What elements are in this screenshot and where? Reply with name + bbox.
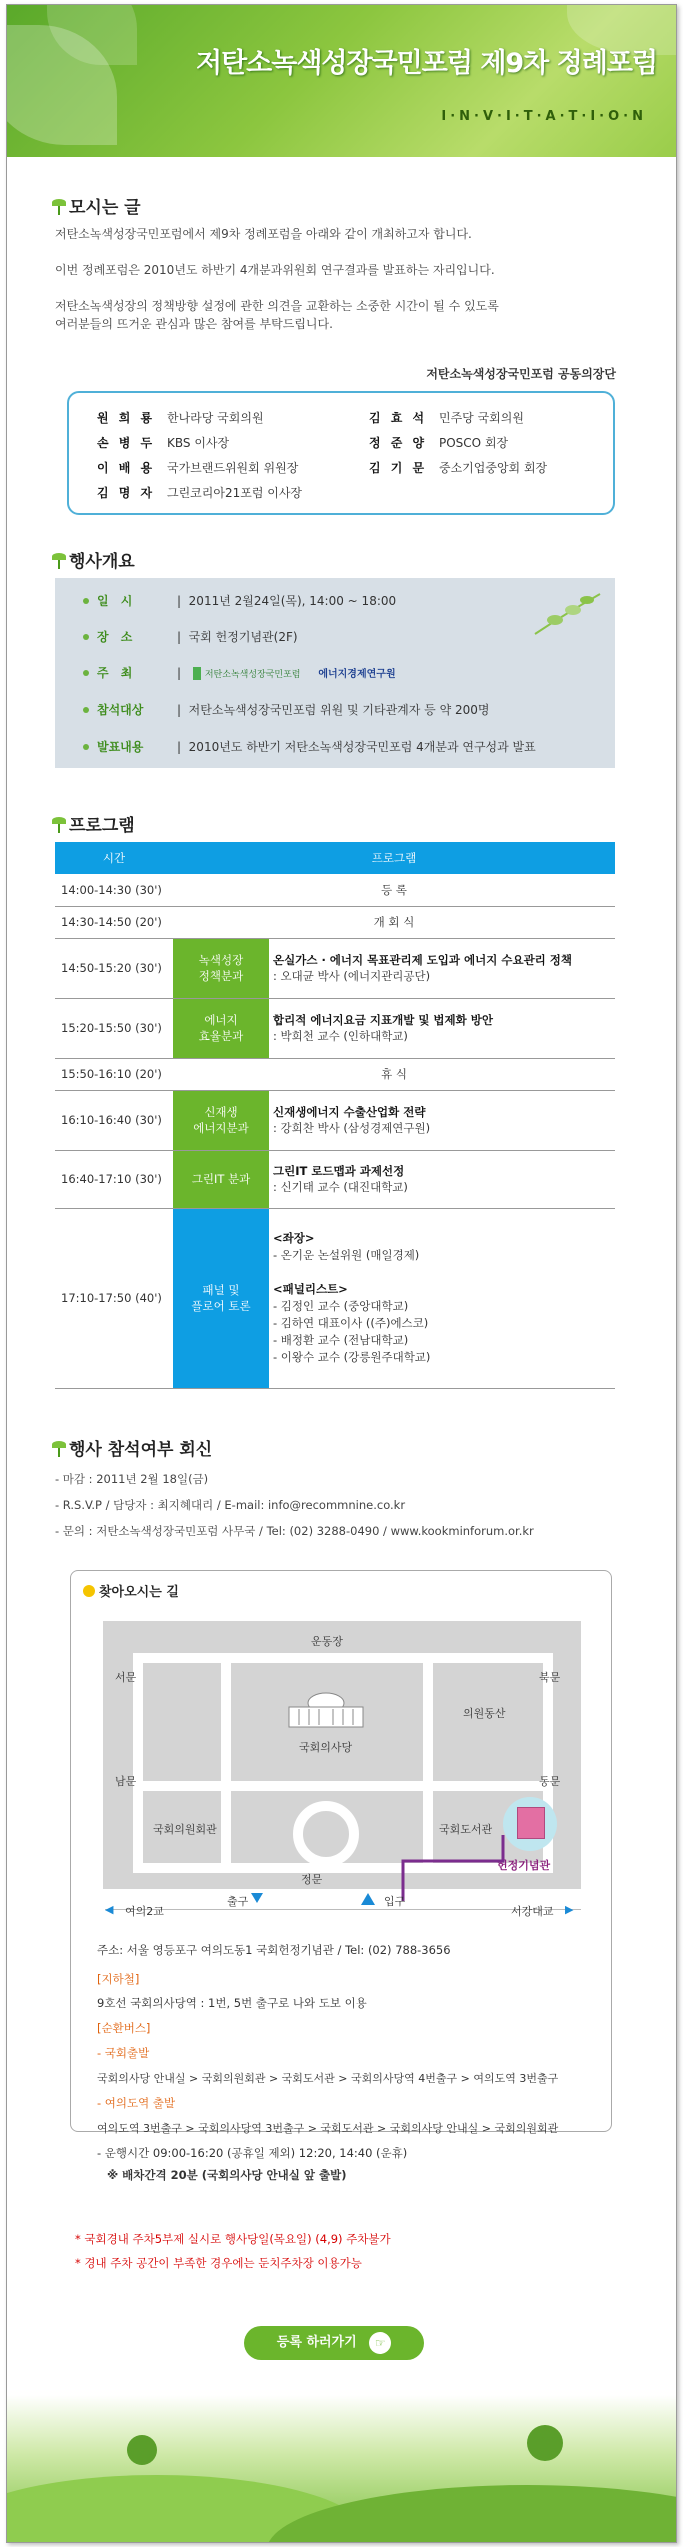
host-logo-forum: 저탄소녹색성장국민포럼	[193, 667, 301, 680]
chair-item: 원 희 룡 한나라당 국회의원	[97, 411, 264, 425]
map-address: 주소: 서울 영등포구 여의도동1 국회헌정기념관 / Tel: (02) 788-3656	[97, 1943, 451, 1957]
route-line	[399, 1835, 519, 1905]
chair-item: 손 병 두 KBS 이사장	[97, 436, 230, 450]
right-arrow-icon: ▶	[565, 1903, 574, 1916]
map-label-field: 운동장	[311, 1635, 343, 1648]
map-label-library: 국회도서관	[439, 1823, 493, 1836]
sprout-icon	[52, 553, 66, 569]
program-heading: 프로그램	[52, 811, 135, 836]
bus-route2: 여의도역 3번출구 > 국회의사당역 3번출구 > 국회도서관 > 국회의사당 안내실 > 국회의원회관	[97, 2122, 559, 2135]
chairs-box	[67, 391, 615, 515]
greeting-p3a: 저탄소녹색성장의 정책방향 설정에 관한 의견을 교환하는 소중한 시간이 될 수 있도록	[55, 299, 499, 313]
table-row: 14:30-14:50 (20') 개 회 식	[55, 906, 615, 938]
event-row: 주 최 | 저탄소녹색성장국민포럼 에너지경제연구원	[83, 664, 396, 681]
bus-interval: ※ 배차간격 20분 (국회의사당 안내실 앞 출발)	[107, 2168, 347, 2182]
table-row: 15:50-16:10 (20') 휴 식	[55, 1058, 615, 1090]
bus-heading: [순환버스]	[97, 2021, 151, 2035]
footer-landscape	[7, 2395, 676, 2542]
leaf-decoration-icon	[525, 584, 605, 644]
bus-route2-heading: - 여의도역 출발	[97, 2096, 176, 2110]
bus-hours: - 운행시간 09:00-16:20 (공휴일 제외) 12:20, 14:40 (운휴)	[97, 2146, 408, 2160]
event-heading: 행사개요	[52, 547, 135, 572]
sprout-icon	[52, 1441, 66, 1457]
greeting-p1: 저탄소녹색성장국민포럼에서 제9차 정례포럼을 아래와 같이 개최하고자 합니다.	[55, 227, 472, 241]
register-button[interactable]: 등록 하러가기 ☞	[244, 2326, 424, 2360]
event-row: 장 소 | 국회 헌정기념관(2F)	[83, 628, 298, 645]
rsvp-heading: 행사 참석여부 회신	[52, 1435, 212, 1460]
map	[103, 1621, 581, 1889]
chair-item: 이 배 용 국가브랜드위원회 위원장	[97, 461, 299, 475]
road-line	[105, 1909, 581, 1910]
map-label-south-gate: 남문	[115, 1775, 137, 1788]
map-label-left-bridge: 여의2교	[125, 1905, 164, 1918]
header-banner	[7, 5, 676, 157]
map-label-main-gate: 정문	[301, 1873, 323, 1886]
subway-info: 9호선 국회의사당역 : 1번, 5번 출구로 나와 도보 이용	[97, 1996, 367, 2010]
parking-note-1: * 국회경내 주차5부제 실시로 행사당일(목요일) (4,9) 주차불가	[75, 2232, 391, 2246]
chair-item: 김 명 자 그린코리아21포럼 이사장	[97, 486, 303, 500]
chair-item: 김 효 석 민주당 국회의원	[369, 411, 524, 425]
map-label-east-gate: 동문	[539, 1775, 561, 1788]
table-row: 14:50-15:20 (30') 녹색성장 정책분과 온실가스 · 에너지 목표관리제 도입과 에너지 수요관리 정책 : 오대균 박사 (에너지관리공단)	[55, 938, 615, 998]
rsvp-contact[interactable]: - R.S.V.P / 담당자 : 최지혜대리 / E-mail: info@recommnine.co.kr	[55, 1498, 406, 1512]
map-label-members-hall: 국회의원회관	[153, 1823, 217, 1836]
directions-heading: 찾아오시는 길	[83, 1581, 179, 1600]
map-label-west-gate: 서문	[115, 1671, 137, 1684]
map-label-entrance: 입구	[384, 1895, 406, 1908]
table-row: 14:00-14:30 (30') 등 록	[55, 874, 615, 906]
map-label-garden: 의원동산	[463, 1707, 506, 1720]
sun-icon	[83, 1585, 95, 1597]
exit-arrow-icon	[251, 1893, 263, 1903]
parking-note-2: * 경내 주차 공간이 부족한 경우에는 둔치주차장 이용가능	[75, 2256, 362, 2270]
assembly-building-icon	[281, 1689, 371, 1731]
greeting-heading: 모시는 글	[52, 193, 141, 218]
bus-route1: 국회의사당 안내실 > 국회의원회관 > 국회도서관 > 국회의사당역 4번출구 > 여의도역 3번출구	[97, 2072, 559, 2085]
table-row: 16:10-16:40 (30') 신재생 에너지분과 신재생에너지 수출산업화 전략 : 강희찬 박사 (삼성경제연구원)	[55, 1090, 615, 1150]
sprout-icon	[52, 817, 66, 833]
hand-pointer-icon: ☞	[369, 2332, 391, 2354]
table-header: 시간 프로그램	[55, 842, 615, 874]
chair-item: 김 기 문 중소기업중앙회 회장	[369, 461, 548, 475]
table-row: 16:40-17:10 (30') 그린IT 분과 그린IT 로드맵과 과제선정 : 신기태 교수 (대진대학교)	[55, 1150, 615, 1208]
hall-building-icon	[517, 1807, 545, 1839]
event-row: 참석대상 | 저탄소녹색성장국민포럼 위원 및 기타관계자 등 약 200명	[83, 701, 490, 718]
map-label-north-gate: 북문	[539, 1671, 561, 1684]
sprout-icon	[52, 199, 66, 215]
event-row: 일 시 | 2011년 2월24일(목), 14:00 ~ 18:00	[83, 592, 396, 609]
greeting-p2: 이번 정례포럼은 2010년도 하반기 4개분과위원회 연구결과를 발표하는 자리입니다.	[55, 263, 495, 277]
event-row: 발표내용 | 2010년도 하반기 저탄소녹색성장국민포럼 4개분과 연구성과 발표	[83, 738, 536, 755]
event-box	[55, 578, 615, 768]
entrance-arrow-icon	[361, 1893, 375, 1905]
map-label-assembly: 국회의사당	[299, 1741, 353, 1754]
bus-route1-heading: - 국회출발	[97, 2046, 150, 2060]
invitation-subtitle: I·N·V·I·T·A·T·I·O·N	[441, 109, 647, 124]
directions-box	[70, 1570, 612, 2132]
map-label-hall: 헌정기념관	[497, 1859, 551, 1872]
table-row: 17:10-17:50 (40') 패널 및 플로어 토론 <좌장> - 온기운 논설위원 (매일경제) <패널리스트> - 김정인 교수 (중앙대학교) - 김하연 대표이사 ((주)에스코) - 배정환 교수 (전남대학교) - 이왕수 교수 (강릉원주대학교)	[55, 1208, 615, 1388]
program-table	[55, 842, 615, 1389]
page-title: 저탄소녹색성장국민포럼 제9차 정례포럼	[196, 48, 657, 79]
chair-item: 정 준 양 POSCO 회장	[369, 436, 509, 450]
greeting-p3b: 여러분들의 뜨거운 관심과 많은 참여를 부탁드립니다.	[55, 317, 333, 331]
subway-heading: [지하철]	[97, 1972, 140, 1986]
map-label-right-bridge: 서강대교	[511, 1905, 554, 1918]
rsvp-inquiry[interactable]: - 문의 : 저탄소녹색성장국민포럼 사무국 / Tel: (02) 3288-0490 / www.kookminforum.or.kr	[55, 1524, 534, 1538]
greeting-sign: 저탄소녹색성장국민포럼 공동의장단	[426, 367, 616, 381]
map-label-exit: 출구	[227, 1895, 249, 1908]
invitation-frame	[6, 4, 677, 2543]
left-arrow-icon: ◀	[105, 1903, 114, 1916]
host-logo-keei: 에너지경제연구원	[318, 669, 396, 680]
table-row: 15:20-15:50 (30') 에너지 효율분과 합리적 에너지요금 지표개발 및 법제화 방안 : 박희천 교수 (인하대학교)	[55, 998, 615, 1058]
rsvp-deadline: - 마감 : 2011년 2월 18일(금)	[55, 1472, 209, 1486]
